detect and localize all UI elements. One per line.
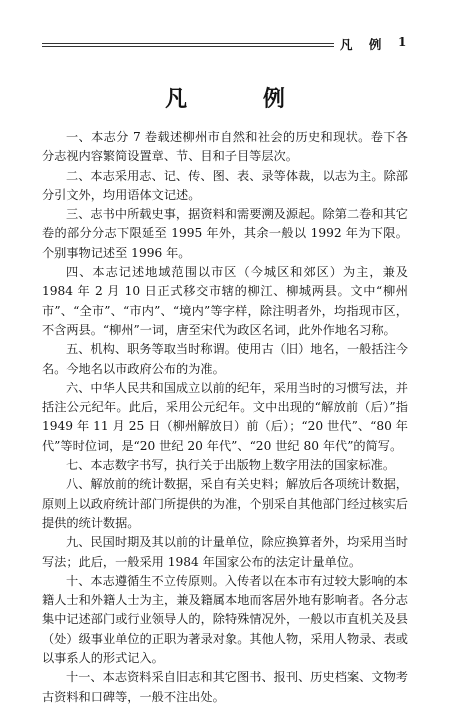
paragraph: 四、本志记述地域范围以市区（今城区和郊区）为主，兼及 1984 年 2 月 10 日正式移交市辖的柳江、柳城两县。文中“柳州市”、“全市”、“市内”、“境内”等字样，除注明者外，均指现市区，不含两县。“柳州”一词，唐至宋代为政区名词，此外作地名习称。 — [42, 265, 408, 337]
paragraph: 七、本志数字书写，执行关于出版物上数字用法的国家标准。 — [66, 458, 396, 473]
paragraph: 十、本志遵循生不立传原则。入传者以在本市有过较大影响的本籍人士和外籍人士为主，兼及籍属本地而客居外地有影响者。各分志集中记述部门或行业领导人的，除特殊情况外，一般以市直机关及县（处）级事业单位的正职为著录对象。其他人物，采用人物录、表或以事系人的形式记入。 — [42, 573, 408, 666]
paragraph: 九、民国时期及其以前的计量单位，除应换算者外，均采用当时写法；此后，一般采用 1984 年国家公布的法定计量单位。 — [42, 535, 408, 569]
paragraph: 一、本志分 7 卷载述柳州市自然和社会的历史和现状。卷下各分志视内容繁简设置章、节、目和子目等层次。 — [42, 130, 408, 164]
body-text — [42, 128, 408, 707]
paragraph: 十一、本志资料采自旧志和其它图书、报刊、历史档案、文物考古资料和口碑等，一般不注出处。 — [42, 670, 408, 704]
paragraph: 八、解放前的统计数据，采自有关史料；解放后各项统计数据，原则上以政府统计部门所提供的为准，个别采自其他部门经过核实后提供的统计数据。 — [42, 477, 408, 530]
paragraph: 五、机构、职务等取当时称谓。使用古（旧）地名，一般括注今名。今地名以市政府公布的为准。 — [42, 342, 408, 376]
paragraph: 六、中华人民共和国成立以前的纪年，采用当时的习惯写法，并括注公元纪年。此后，采用公元纪年。文中出现的“解放前（后）”指 1949 年 11 月 25 日（柳州解放日）前（后）；“20 世代”、“80 年代”等时位词，是“20 世纪 20 年代”、“20 世纪 80 年代”的简写。 — [42, 380, 408, 453]
running-head: 凡 例 — [340, 37, 388, 52]
page-number: 1 — [398, 35, 407, 49]
paragraph: 二、本志采用志、记、传、图、表、录等体裁，以志为主。除部分引文外，均用语体文记述。 — [42, 168, 408, 202]
page-header — [42, 33, 408, 53]
paragraph: 三、志书中所载史事，据资料和需要溯及源起。除第二卷和其它卷的部分分志下限延至 1995 年外，其余一般以 1992 年为下限。个别事物记述至 1996 年。 — [42, 207, 408, 260]
page-title: 凡 例 — [165, 87, 319, 112]
header-rule — [42, 43, 334, 44]
